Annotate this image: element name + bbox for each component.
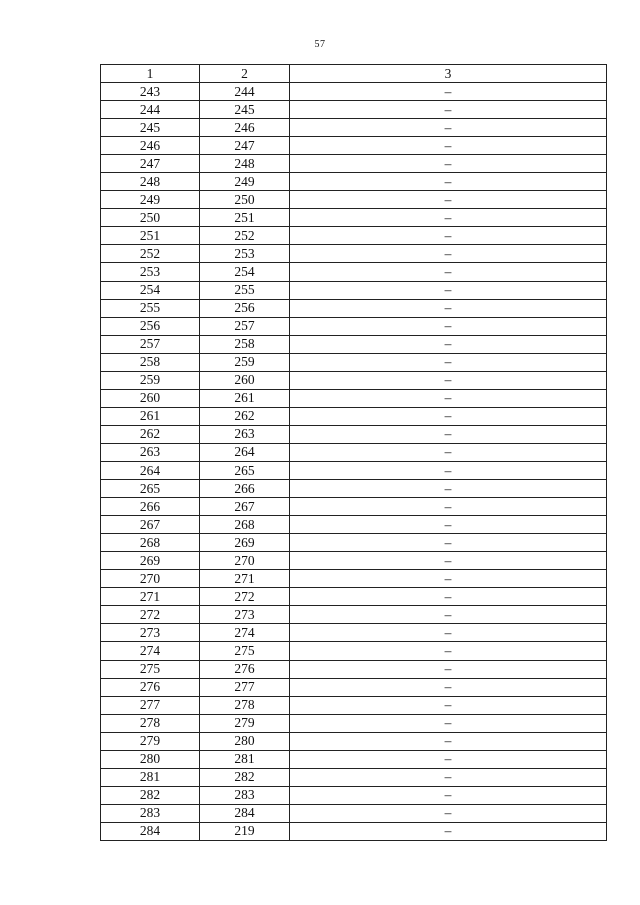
table-cell-col-3: –: [290, 660, 607, 678]
table-cell-col-2: 263: [200, 425, 290, 443]
table-cell-col-3: –: [290, 227, 607, 245]
table-cell-col-1: 271: [101, 588, 200, 606]
table-cell-col-1: 243: [101, 83, 200, 101]
table-row: [101, 119, 607, 137]
table-cell-col-2: 252: [200, 227, 290, 245]
table-cell-col-3: –: [290, 804, 607, 822]
table-cell-col-3: –: [290, 353, 607, 371]
table-row: [101, 155, 607, 173]
table-row: [101, 173, 607, 191]
table-cell-col-3: –: [290, 83, 607, 101]
table-cell-col-1: 274: [101, 642, 200, 660]
table-cell-col-1: 246: [101, 137, 200, 155]
table-cell-col-2: 274: [200, 624, 290, 642]
table-cell-col-2: 257: [200, 317, 290, 335]
table-cell-col-3: –: [290, 480, 607, 498]
table-cell-col-1: 279: [101, 732, 200, 750]
table-cell-col-1: 249: [101, 191, 200, 209]
table-row: [101, 101, 607, 119]
table-row: [101, 137, 607, 155]
table-cell-col-1: 259: [101, 371, 200, 389]
table-cell-col-3: –: [290, 822, 607, 840]
table-row: [101, 804, 607, 822]
table-row: [101, 822, 607, 840]
table-cell-col-2: 280: [200, 732, 290, 750]
table-cell-col-1: 261: [101, 407, 200, 425]
table-row: [101, 407, 607, 425]
table-cell-col-2: 249: [200, 173, 290, 191]
table-cell-col-2: 244: [200, 83, 290, 101]
table-cell-col-3: –: [290, 606, 607, 624]
table-row: [101, 606, 607, 624]
table-row: [101, 299, 607, 317]
table-row: [101, 317, 607, 335]
table-row: [101, 678, 607, 696]
table-cell-col-2: 272: [200, 588, 290, 606]
table-cell-col-2: 268: [200, 516, 290, 534]
table-cell-col-3: –: [290, 534, 607, 552]
table-cell-col-2: 260: [200, 371, 290, 389]
table-cell-col-2: 271: [200, 570, 290, 588]
table-cell-col-2: 254: [200, 263, 290, 281]
table-cell-col-3: –: [290, 173, 607, 191]
table-cell-col-1: 267: [101, 516, 200, 534]
table-cell-col-1: 252: [101, 245, 200, 263]
table-cell-col-1: 273: [101, 624, 200, 642]
table-cell-col-1: 254: [101, 281, 200, 299]
table-cell-col-2: 265: [200, 461, 290, 479]
table-cell-col-1: 268: [101, 534, 200, 552]
table-cell-col-1: 262: [101, 425, 200, 443]
table-cell-col-3: –: [290, 461, 607, 479]
table-cell-col-3: –: [290, 263, 607, 281]
table-cell-col-3: –: [290, 714, 607, 732]
table-cell-col-3: –: [290, 732, 607, 750]
table-body: [101, 83, 607, 841]
table-cell-col-2: 284: [200, 804, 290, 822]
table-cell-col-1: 244: [101, 101, 200, 119]
table-cell-col-3: –: [290, 407, 607, 425]
table-cell-col-1: 251: [101, 227, 200, 245]
table-row: [101, 425, 607, 443]
table-cell-col-3: –: [290, 768, 607, 786]
table-row: [101, 245, 607, 263]
table-cell-col-3: –: [290, 389, 607, 407]
table-cell-col-3: –: [290, 281, 607, 299]
table-row: [101, 750, 607, 768]
table-cell-col-2: 253: [200, 245, 290, 263]
table-row: [101, 191, 607, 209]
table-cell-col-1: 283: [101, 804, 200, 822]
table-cell-col-2: 246: [200, 119, 290, 137]
table-row: [101, 588, 607, 606]
table-cell-col-2: 248: [200, 155, 290, 173]
table-cell-col-1: 284: [101, 822, 200, 840]
table-cell-col-2: 273: [200, 606, 290, 624]
table-cell-col-3: –: [290, 552, 607, 570]
table-cell-col-3: –: [290, 696, 607, 714]
table-cell-col-1: 255: [101, 299, 200, 317]
table-cell-col-3: –: [290, 624, 607, 642]
table-cell-col-2: 262: [200, 407, 290, 425]
table-row: [101, 461, 607, 479]
table-cell-col-2: 245: [200, 101, 290, 119]
header-row: [101, 65, 607, 83]
table-cell-col-3: –: [290, 155, 607, 173]
table-row: [101, 389, 607, 407]
table-cell-col-3: –: [290, 588, 607, 606]
table-cell-col-1: 248: [101, 173, 200, 191]
table-row: [101, 786, 607, 804]
table-cell-col-1: 278: [101, 714, 200, 732]
table-cell-col-2: 270: [200, 552, 290, 570]
table-cell-col-1: 247: [101, 155, 200, 173]
table-cell-col-1: 260: [101, 389, 200, 407]
table-cell-col-2: 250: [200, 191, 290, 209]
table-cell-col-1: 265: [101, 480, 200, 498]
table-cell-col-1: 263: [101, 443, 200, 461]
table-cell-col-1: 253: [101, 263, 200, 281]
table-cell-col-3: –: [290, 101, 607, 119]
table-cell-col-2: 255: [200, 281, 290, 299]
table-row: [101, 335, 607, 353]
table-row: [101, 371, 607, 389]
table-cell-col-2: 266: [200, 480, 290, 498]
table-cell-col-1: 245: [101, 119, 200, 137]
table-cell-col-3: –: [290, 137, 607, 155]
table-cell-col-3: –: [290, 642, 607, 660]
table-cell-col-1: 275: [101, 660, 200, 678]
table-cell-col-2: 261: [200, 389, 290, 407]
table-cell-col-2: 281: [200, 750, 290, 768]
table-cell-col-1: 272: [101, 606, 200, 624]
table-row: [101, 353, 607, 371]
table-row: [101, 570, 607, 588]
table-cell-col-3: –: [290, 678, 607, 696]
table-cell-col-2: 269: [200, 534, 290, 552]
table-row: [101, 480, 607, 498]
table-cell-col-2: 276: [200, 660, 290, 678]
page-number: 57: [314, 39, 326, 50]
table-cell-col-1: 264: [101, 461, 200, 479]
table-row: [101, 281, 607, 299]
table-row: [101, 624, 607, 642]
table-row: [101, 83, 607, 101]
table-cell-col-3: –: [290, 425, 607, 443]
table-cell-col-2: 256: [200, 299, 290, 317]
data-table: [100, 64, 607, 841]
table-cell-col-1: 270: [101, 570, 200, 588]
table-row: [101, 768, 607, 786]
table-cell-col-3: –: [290, 786, 607, 804]
table-cell-col-3: –: [290, 191, 607, 209]
table-row: [101, 696, 607, 714]
table-cell-col-1: 277: [101, 696, 200, 714]
table-cell-col-2: 251: [200, 209, 290, 227]
table-cell-col-2: 277: [200, 678, 290, 696]
table-cell-col-3: –: [290, 119, 607, 137]
table-row: [101, 534, 607, 552]
table-row: [101, 516, 607, 534]
table-cell-col-2: 247: [200, 137, 290, 155]
table-cell-col-1: 258: [101, 353, 200, 371]
table-row: [101, 714, 607, 732]
table-cell-col-3: –: [290, 299, 607, 317]
table-row: [101, 642, 607, 660]
table-cell-col-3: –: [290, 443, 607, 461]
table-cell-col-3: –: [290, 245, 607, 263]
table-cell-col-2: 258: [200, 335, 290, 353]
table-cell-col-1: 257: [101, 335, 200, 353]
column-header-2: 2: [200, 65, 290, 83]
table-cell-col-1: 256: [101, 317, 200, 335]
column-header-3: 3: [290, 65, 607, 83]
table-row: [101, 732, 607, 750]
table-cell-col-3: –: [290, 317, 607, 335]
table-cell-col-2: 279: [200, 714, 290, 732]
table-cell-col-1: 269: [101, 552, 200, 570]
table-cell-col-1: 282: [101, 786, 200, 804]
table-cell-col-3: –: [290, 335, 607, 353]
table-cell-col-3: –: [290, 570, 607, 588]
table-header: [101, 65, 607, 83]
table-cell-col-2: 278: [200, 696, 290, 714]
table-row: [101, 552, 607, 570]
table-row: [101, 227, 607, 245]
table-row: [101, 209, 607, 227]
table-cell-col-2: 259: [200, 353, 290, 371]
table-cell-col-3: –: [290, 371, 607, 389]
table-cell-col-3: –: [290, 498, 607, 516]
table-row: [101, 498, 607, 516]
table-cell-col-2: 219: [200, 822, 290, 840]
table-cell-col-2: 275: [200, 642, 290, 660]
table-cell-col-3: –: [290, 750, 607, 768]
table-cell-col-2: 267: [200, 498, 290, 516]
table-cell-col-1: 266: [101, 498, 200, 516]
table-cell-col-1: 250: [101, 209, 200, 227]
table-cell-col-3: –: [290, 516, 607, 534]
table-cell-col-1: 281: [101, 768, 200, 786]
table-cell-col-1: 280: [101, 750, 200, 768]
column-header-1: 1: [101, 65, 200, 83]
table-row: [101, 660, 607, 678]
table-cell-col-3: –: [290, 209, 607, 227]
table-row: [101, 263, 607, 281]
table-cell-col-1: 276: [101, 678, 200, 696]
table-cell-col-2: 283: [200, 786, 290, 804]
table-cell-col-2: 264: [200, 443, 290, 461]
table-cell-col-2: 282: [200, 768, 290, 786]
table-row: [101, 443, 607, 461]
